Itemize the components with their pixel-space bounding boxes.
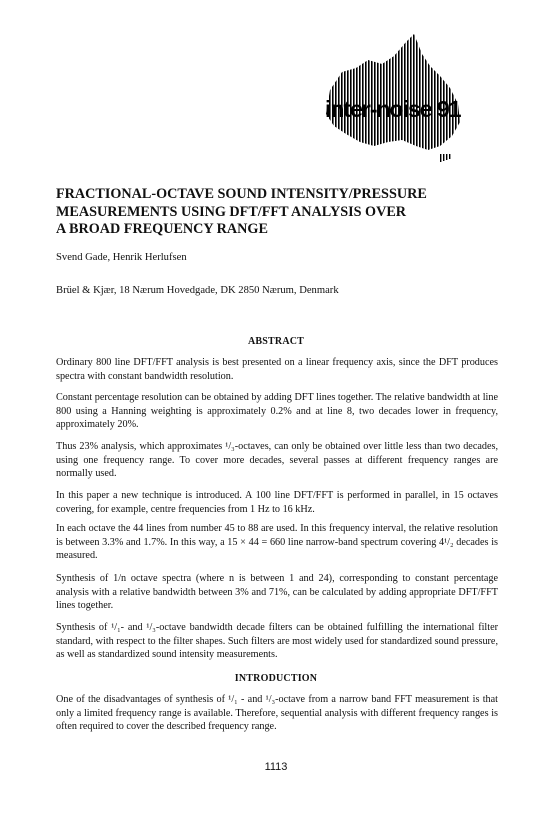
- logo-stripe: [464, 30, 465, 165]
- abstract-heading: ABSTRACT: [247, 336, 305, 347]
- abstract-paragraph: Thus 23% analysis, which approximates ¹/₃-octaves, can only be obtained over little less than two decades, using one frequency range. To cover more decades, several passes at different frequency ranges are normally used.: [56, 441, 498, 480]
- title-line: FRACTIONAL-OCTAVE SOUND INTENSITY/PRESSURE: [56, 186, 427, 202]
- logo-stripe: [461, 30, 463, 165]
- introduction-paragraph: One of the disadvantages of synthesis of ¹/₁ - and ¹/₃-octave from a narrow band FFT measurement is that only a limited frequency range is available. Therefore, sequential analysis with different frequency ranges is often required to cover the described frequency range.: [56, 694, 498, 733]
- title-line: MEASUREMENTS USING DFT/FFT ANALYSIS OVER: [56, 203, 407, 220]
- authors: Svend Gade, Henrik Herlufsen: [56, 252, 187, 263]
- paper-title: [56, 186, 506, 239]
- logo-stripe: [320, 30, 322, 165]
- abstract-paragraph: In this paper a new technique is introduced. A 100 line DFT/FFT is performed in parallel, in 15 octaves covering, for example, centre frequencies from 1 Hz to 16 kHz.: [56, 490, 498, 515]
- introduction-heading: INTRODUCTION: [234, 673, 318, 684]
- logo-text: inter-noise 91: [325, 96, 461, 122]
- logo-stripe: [443, 154, 444, 161]
- logo-stripe: [449, 154, 450, 159]
- affiliation: Brüel & Kjær, 18 Nærum Hovedgade, DK 2850 Nærum, Denmark: [56, 285, 339, 296]
- abstract-paragraph: Ordinary 800 line DFT/FFT analysis is best presented on a linear frequency axis, since the DFT produces spectra with constant bandwidth resolution.: [56, 357, 498, 382]
- abstract-paragraph: Constant percentage resolution can be obtained by adding DFT lines together. The relative bandwidth at line 800 using a Hanning weighting is approximately 0.2% and at line 8, two decades lower in frequency, approximately 20%.: [56, 392, 498, 431]
- title-line: A BROAD FREQUENCY RANGE: [56, 221, 268, 237]
- logo-stripe: [446, 154, 447, 160]
- abstract-paragraph: In each octave the 44 lines from number 45 to 88 are used. In this frequency interval, the relative resolution is between 3.3% and 1.7%. In this way, a 15 × 44 = 660 line narrow-band spectrum covering 4¹/₂ decades is measured.: [56, 523, 498, 562]
- abstract-paragraph: Synthesis of ¹/₁- and ¹/₃-octave bandwidth decade filters can be obtained fulfilling the international filter standard, with respect to the filter shapes. Such filters are most widely used for standardized sound pressure, as well as standardized sound intensity measurements.: [56, 622, 498, 661]
- page-number: 1113: [264, 761, 288, 773]
- abstract-paragraph: Synthesis of 1/n octave spectra (where n is between 1 and 24), corresponding to constant percentage analysis with a relative bandwidth between 3% and 71%, can be calculated by adding appropriate DFT/FFT lines together.: [56, 573, 498, 612]
- logo-stripe: [440, 154, 441, 162]
